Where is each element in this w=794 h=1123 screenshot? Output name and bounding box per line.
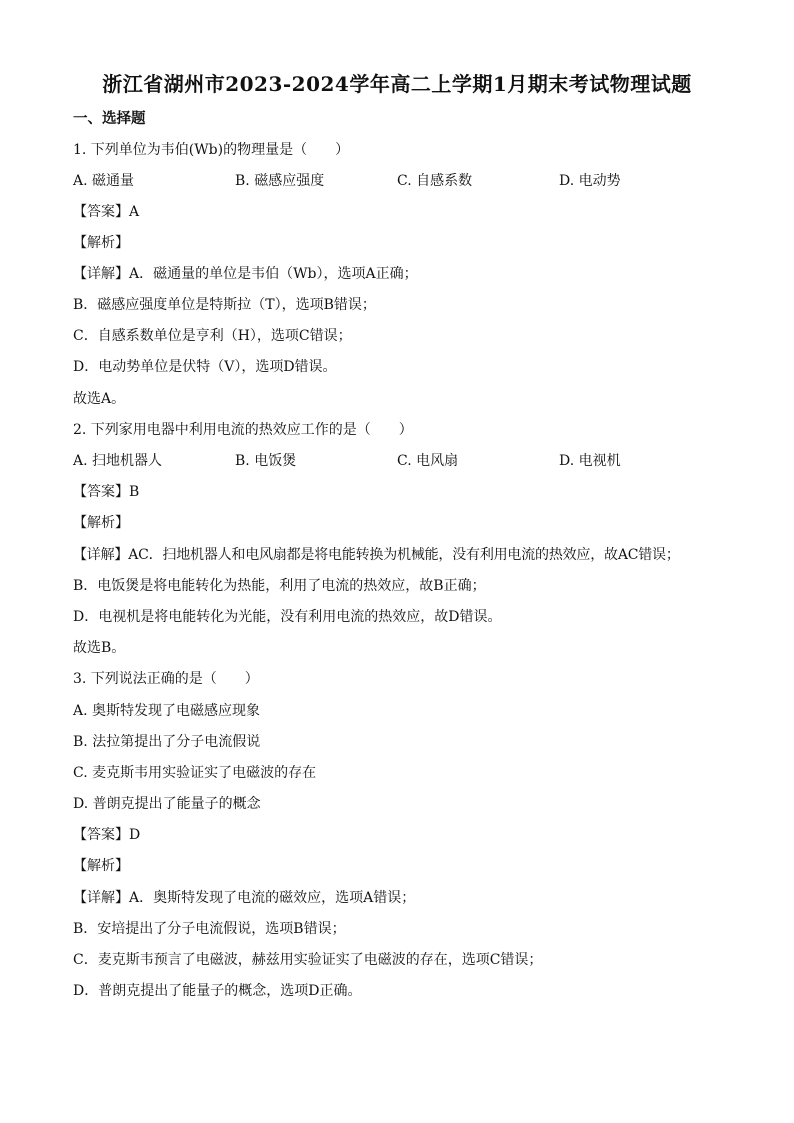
question-1-option-d: D. 电动势 [559,173,621,189]
question-3-detail-line: B．安培提出了分子电流假说，选项B错误； [73,921,346,937]
question-2-option-d: D. 电视机 [559,453,621,469]
question-3-analysis-label: 【解析】 [73,858,129,874]
question-1-detail-line: C．自感系数单位是亨利（H），选项C错误； [73,328,352,344]
question-2-analysis-label: 【解析】 [73,515,129,531]
question-2-option-c: C. 电风扇 [397,453,459,469]
question-1-conclusion: 故选A。 [73,391,126,407]
question-3-detail-line: D．普朗克提出了能量子的概念，选项D正确。 [73,983,362,999]
question-2-detail-line: 【详解】AC．扫地机器人和电风扇都是将电能转换为机械能，没有利用电流的热效应，故AC错误； [73,547,680,563]
question-3-option-c: C. 麦克斯韦用实验证实了电磁波的存在 [73,765,317,781]
question-1-option-c: C. 自感系数 [397,173,473,189]
question-2-conclusion: 故选B。 [73,640,126,656]
question-2-answer: 【答案】B [73,484,140,500]
question-3-option-b: B. 法拉第提出了分子电流假说 [73,734,261,750]
question-2-stem: 2. 下列家用电器中利用电流的热效应工作的是（ ） [73,422,413,438]
question-1-detail-line: B．磁感应强度单位是特斯拉（T），选项B错误； [73,297,376,313]
question-3-detail-line: 【详解】A．奥斯特发现了电流的磁效应，选项A错误； [73,890,416,906]
question-1-stem: 1. 下列单位为韦伯(Wb)的物理量是（ ） [73,142,350,158]
question-3-option-a: A. 奥斯特发现了电磁感应现象 [73,703,261,719]
question-2-detail-line: D．电视机是将电能转化为光能，没有利用电流的热效应，故D错误。 [73,609,502,625]
question-1-detail-line: D．电动势单位是伏特（V），选项D错误。 [73,359,337,375]
question-3-stem: 3. 下列说法正确的是（ ） [73,671,259,687]
document-title: 浙江省湖州市2023-2024学年高二上学期1月期末考试物理试题 [102,72,692,96]
question-1-answer: 【答案】A [73,204,140,220]
section-heading: 一、选择题 [73,110,146,127]
question-1-option-b: B. 磁感应强度 [235,173,325,189]
question-2-option-b: B. 电饭煲 [235,453,297,469]
question-1-option-a: A. 磁通量 [73,173,135,189]
question-3-option-d: D. 普朗克提出了能量子的概念 [73,796,261,812]
question-1-analysis-label: 【解析】 [73,235,129,251]
question-2-option-a: A. 扫地机器人 [73,453,163,469]
question-1-detail-line: 【详解】A．磁通量的单位是韦伯（Wb），选项A正确； [73,266,418,282]
question-2-detail-line: B．电饭煲是将电能转化为热能，利用了电流的热效应，故B正确； [73,578,486,594]
question-3-answer: 【答案】D [73,827,141,843]
question-3-detail-line: C．麦克斯韦预言了电磁波，赫兹用实验证实了电磁波的存在，选项C错误； [73,952,543,968]
